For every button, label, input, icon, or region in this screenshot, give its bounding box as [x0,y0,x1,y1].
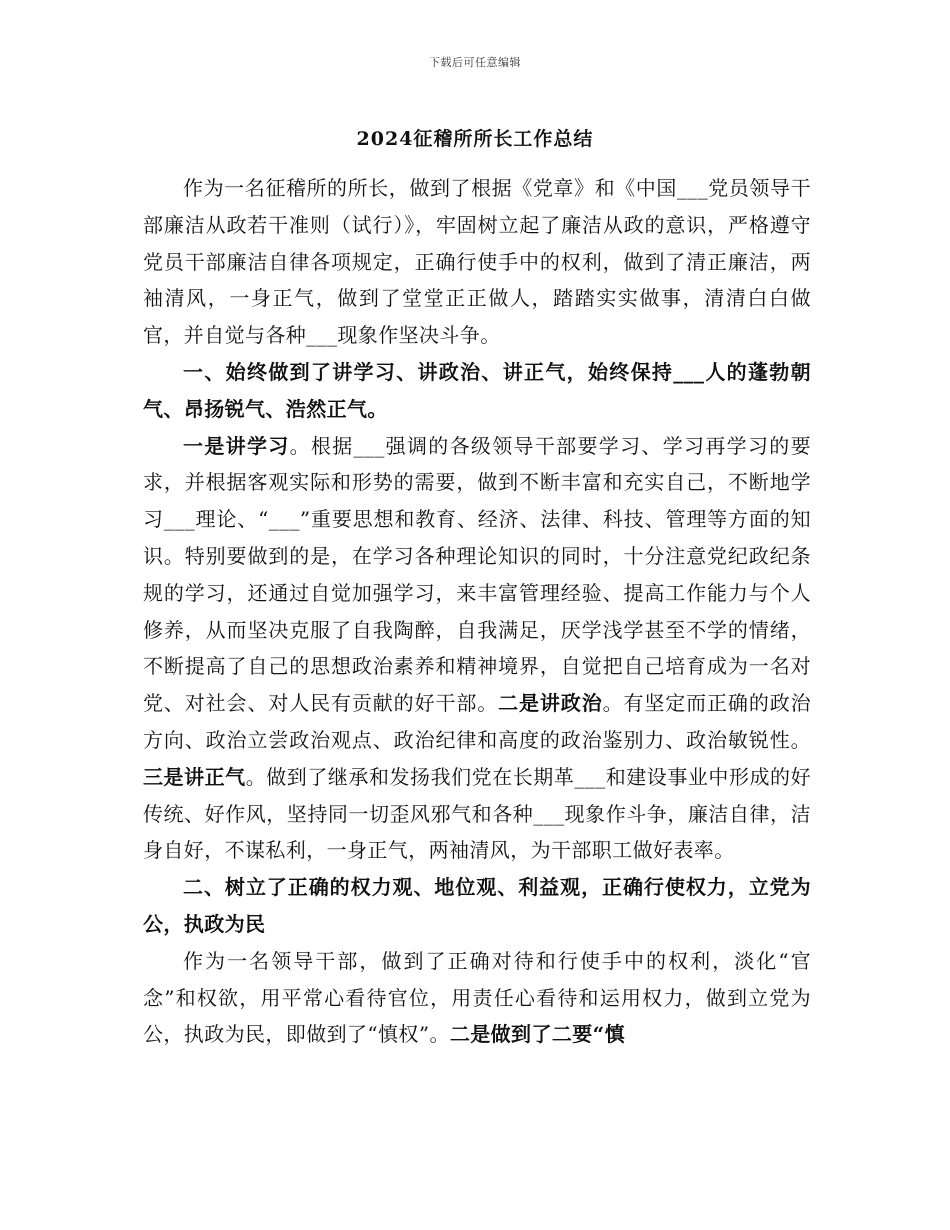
paragraph-section-1 [143,428,811,870]
text-politics: 。有坚定而正确的政治方向、政治立尝政治观点、政治纪律和高度的政治鉴别力、政治敏锐性。 [143,691,812,752]
section-heading-1: 一、始终做到了讲学习、讲政治、讲正气，始终保持___人的蓬勃朝气、昂扬锐气、浩然正气。 [143,359,811,421]
text-power: 作为一名领导干部，做到了正确对待和行使手中的权利，淡化“官念”和权欲，用平常心看待官位，用责任心看待和运用权力，做到立党为公，执政为民，即做到了“慎权”。 [143,948,811,1047]
page-header: 下载后可任意编辑 [429,56,521,69]
paragraph-section-2 [143,943,811,1053]
text-study: 。根据___强调的各级领导干部要学习、学习再学习的要求，并根据客观实际和形势的需要，做到不断丰富和充实自己，不断地学习___理论、“___”重要思想和教育、经济、法律、科技、管理等方面的知识。特别要做到的是，在学习各种理论知识的同时，十分注意党纪政纪条规的学习，还通过自觉加强学习，来丰富管理经验、提高工作能力与个人修养，从而坚决克服了自我陶醉，自我满足，厌学浅学甚至不学的情绪，不断提高了自己的思想政治素养和精神境界，自觉把自己培育成为一名对党、对社会、对人民有贡献的好干部。 [143,433,812,716]
document-body [143,170,811,1053]
lead-caution: 二是做到了二要“慎 [449,1022,625,1047]
lead-study: 一是讲学习 [183,433,290,458]
section-heading-2: 二、树立了正确的权力观、地位观、利益观，正确行使权力，立党为公，执政为民 [143,875,811,936]
text-integrity: 。做到了继承和发扬我们党在长期革___和建设事业中形成的好传统、好作风，坚持同一切歪风邪气和各种___现象作斗争，廉洁自律，洁身自好，不谋私利，一身正气，两袖清风，为干部职工做好表率。 [143,764,812,863]
lead-politics: 二是讲政治 [498,691,603,716]
lead-integrity: 三是讲正气 [143,764,246,789]
document-title: 2024征稽所所长工作总结 [356,128,594,150]
paragraph-intro: 作为一名征稽所的所长，做到了根据《党章》和《中国___党员领导干部廉洁从政若干准则（试行）》，牢固树立起了廉洁从政的意识，严格遵守党员干部廉洁自律各项规定，正确行使手中的权利，做到了清正廉洁，两袖清风，一身正气，做到了堂堂正正做人，踏踏实实做事，清清白白做官，并自觉与各种___现象作坚决斗争。 [143,176,811,348]
